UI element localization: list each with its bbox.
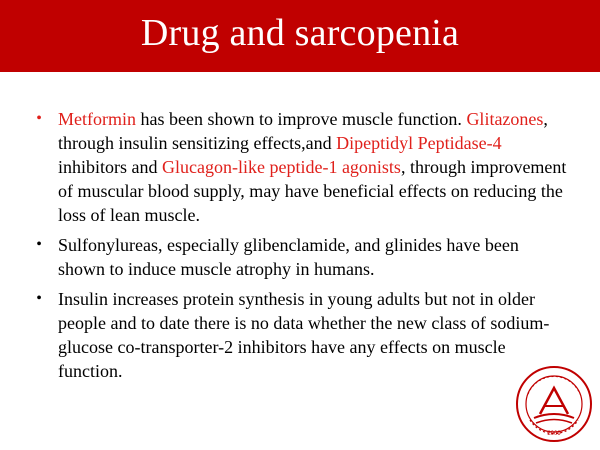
text-segment: Sulfonylureas, especially glibenclamide, and glinides have been shown to induce muscle atrophy in humans. bbox=[58, 235, 519, 279]
bullet-text bbox=[58, 109, 566, 225]
bullet-item-1 bbox=[30, 107, 570, 227]
drug-name-highlight: Dipeptidyl Peptidase-4 bbox=[336, 133, 502, 153]
text-segment: , through improvement of muscular blood supply, may have beneficial effects on reducing the loss of lean muscle. bbox=[58, 157, 567, 225]
bullet-marker-icon: • bbox=[36, 110, 42, 127]
seal-year: 2009 bbox=[547, 431, 561, 437]
text-segment: Insulin increases protein synthesis in young adults but not in older people and to date there is no data whether the new class of sodium-glucose co-transporter-2 inhibitors have any effects on muscle function. bbox=[58, 289, 550, 381]
bullet-list bbox=[30, 107, 570, 389]
drug-name-highlight: Glucagon-like peptide-1 agonists bbox=[162, 157, 401, 177]
slide-title: Drug and sarcopenia bbox=[140, 12, 460, 54]
text-segment: , through insulin sensitizing effects,and bbox=[58, 109, 548, 153]
bullet-marker-icon: • bbox=[36, 236, 42, 253]
university-seal-icon bbox=[514, 364, 594, 444]
bullet-item-2 bbox=[30, 233, 570, 281]
title-bar bbox=[0, 0, 600, 72]
drug-name-highlight: Metformin bbox=[58, 109, 136, 129]
bullet-item-3 bbox=[30, 287, 570, 383]
bullet-text bbox=[58, 289, 549, 381]
text-segment: has been shown to improve muscle function. bbox=[136, 109, 467, 129]
drug-name-highlight: Glitazones bbox=[466, 109, 544, 129]
bullet-marker-icon: • bbox=[36, 290, 42, 307]
bullet-text bbox=[58, 235, 519, 279]
text-segment: inhibitors and bbox=[58, 157, 162, 177]
